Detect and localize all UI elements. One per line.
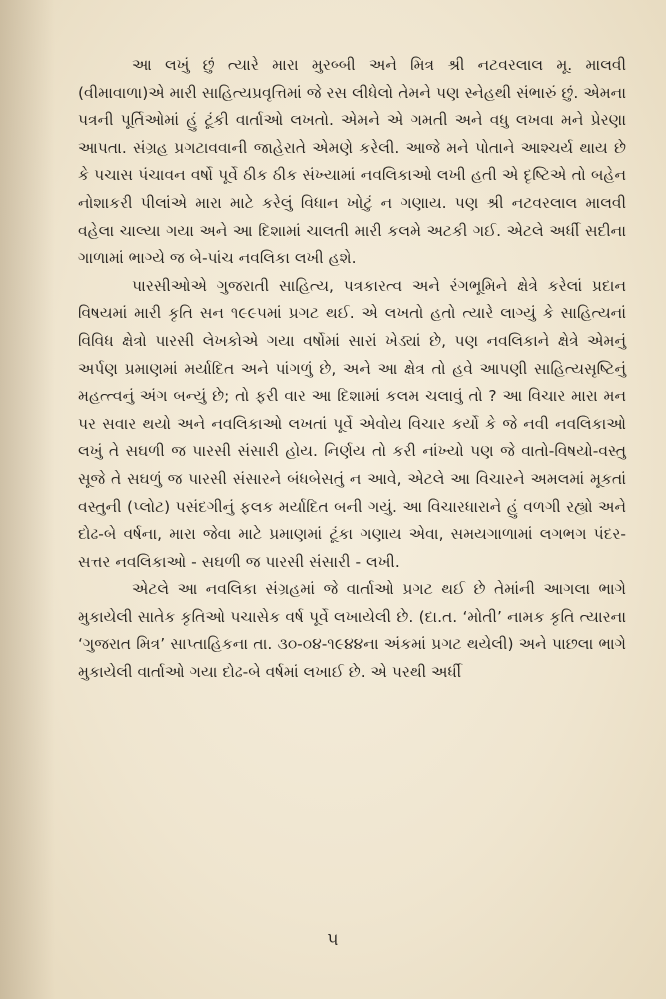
page-number: ૫: [327, 930, 339, 950]
paragraph-1: આ લખું છું ત્યારે મારા મુરબ્બી અને મિત્ર શ્રી નટવરલાલ મૂ. માલવી (વીમાવાળા)એ મારી સાહિત્યપ્રવૃત્તિમાં જે રસ લીધેલો તેમને પણ સ્નેહથી સંભારું છું. એમના પત્રની પૂર્તિઓમાં હું ટૂંકી વાર્તાઓ લખતો. એમને એ ગમતી અને વધુ લખવા મને પ્રેરણા આપતા. સંગ્રહ પ્રગટાવવાની જાહેરાતે એમણે કરેલી. આજે મને પોતાને આશ્ચર્ય થાય છે કે પચાસ પંચાવન વર્ષો પૂર્વે ઠીક ઠીક સંખ્યામાં નવલિકાઓ લખી હતી એ દૃષ્ટિએ તો બહેન નોશાકરી પીલાંએ મારા માટે કરેલું વિધાન ખોટું ન ગણાય. પણ શ્રી નટવરલાલ માલવી વહેલા ચાલ્યા ગયા અને આ દિશામાં ચાલતી મારી કલમે અટકી ગઈ. એટલે અર્ધી સદીના ગાળામાં ભાગ્યે જ બે-પાંચ નવલિકા લખી હશે.: [78, 56, 626, 268]
paragraph-2: પારસીઓએ ગુજરાતી સાહિત્ય, પત્રકારત્વ અને રંગભૂમિને ક્ષેત્રે કરેલાં પ્રદાન વિષયમાં મારી કૃતિ સન ૧૯૯૫માં પ્રગટ થઈ. એ લખતો હતો ત્યારે લાગ્યું કે સાહિત્યનાં વિવિધ ક્ષેત્રો પારસી લેખકોએ ગયા વર્ષોમાં સારાં ખેડ્યાં છે, પણ નવલિકાને ક્ષેત્રે એમનું અર્પણ પ્રમાણમાં મર્યાદિત અને પાંગળું છે, અને આ ક્ષેત્ર તો હવે આપણી સાહિત્યસૃષ્ટિનું મહત્ત્વનું અંગ બન્યું છે; તો ફરી વાર આ દિશામાં કલમ ચલાવું તો ? આ વિચાર મારા મન પર સવાર થયો અને નવલિકાઓ લખતાં પૂર્વે એવોય વિચાર કર્યો કે જે નવી નવલિકાઓ લખું તે સઘળી જ પારસી સંસારી હોય. નિર્ણય તો કરી નાંખ્યો પણ જે વાતો-વિષયો-વસ્તુ સૂજે તે સઘળું જ પારસી સંસારને બંધબેસતું ન આવે, એટલે આ વિચારને અમલમાં મૂકતાં વસ્તુની (પ્લોટ) પસંદગીનું ફલક મર્યાદિત બની ગયું. આ વિચારધારાને હું વળગી રહ્યો અને દોઢ-બે વર્ષના, મારા જેવા માટે પ્રમાણમાં ટૂંકા ગણાય એવા, સમયગાળામાં લગભગ પંદર-સત્તર નવલિકાઓ - સઘળી જ પારસી સંસારી - લખી.: [78, 276, 626, 571]
page-gutter-shadow: [0, 0, 55, 999]
body-text: [78, 52, 626, 687]
paragraph-3: એટલે આ નવલિકા સંગ્રહમાં જે વાર્તાઓ પ્રગટ થઈ છે તેમાંની આગલા ભાગે મુકાયેલી સાતેક કૃતિઓ પચાસેક વર્ષ પૂર્વે લખાયેલી છે. (દા.ત. ‘મોતી’ નામક કૃતિ ત્યારના ‘ગુજરાત મિત્ર’ સાપ્તાહિકના તા. ૩૦-૦૪-૧૯૪૪ના અંકમાં પ્રગટ થયેલી) અને પાછલા ભાગે મુકાયેલી વાર્તાઓ ગયા દોઢ-બે વર્ષમાં લખાઈ છે. એ પરથી અર્ધી: [78, 580, 626, 682]
